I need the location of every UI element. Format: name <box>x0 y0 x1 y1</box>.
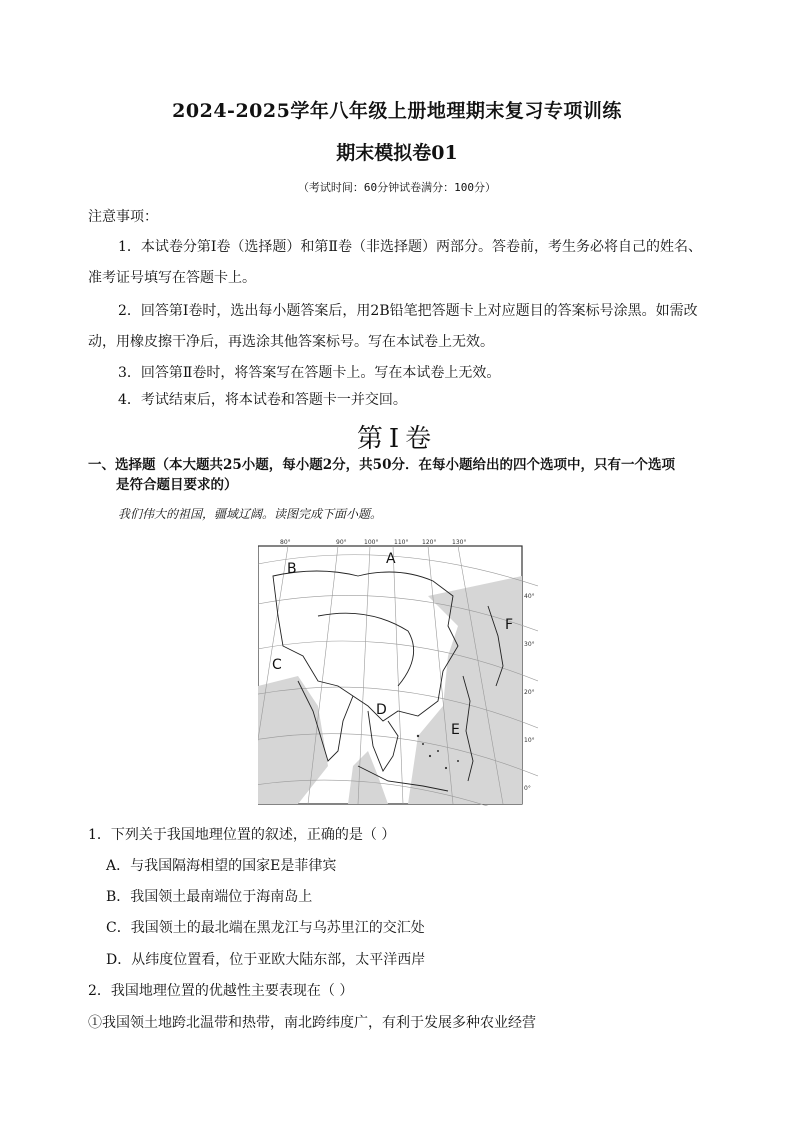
lat-label-0: 0° <box>524 785 531 792</box>
q2-stem: 2．我国地理位置的优越性主要表现在（ ） <box>88 983 354 999</box>
map-label-b: B <box>287 561 297 577</box>
note-3: 3．回答第Ⅱ卷时，将答案写在答题卡上。写在本试卷上无效。 <box>118 365 501 381</box>
lat-label-40: 40° <box>524 593 535 600</box>
asia-map-figure <box>258 536 538 806</box>
q1-stem: 1．下列关于我国地理位置的叙述，正确的是（ ） <box>88 827 396 843</box>
lon-label-90: 90° <box>336 539 347 546</box>
lat-label-20: 20° <box>524 689 535 696</box>
note-2-line-1: 2．回答第Ⅰ卷时，选出每小题答案后，用2B铅笔把答题卡上对应题目的答案标号涂黑。如需改 <box>118 303 698 319</box>
q1-option-b: B．我国领土最南端位于海南岛上 <box>106 889 313 905</box>
note-1-line-1: 1．本试卷分第Ⅰ卷（选择题）和第Ⅱ卷（非选择题）两部分。答卷前，考生务必将自己的姓名、 <box>118 239 702 255</box>
section-instruction-line-2: 是符合题目要求的） <box>116 477 238 493</box>
lon-label-120: 120° <box>422 539 437 546</box>
lon-label-100: 100° <box>364 539 379 546</box>
map-label-a: A <box>386 551 396 567</box>
question-intro: 我们伟大的祖国，疆域辽阔。读图完成下面小题。 <box>118 507 383 521</box>
lon-label-130: 130° <box>452 539 467 546</box>
exam-subtitle: 期末模拟卷01 <box>336 142 458 164</box>
lon-label-80: 80° <box>280 539 291 546</box>
note-2-line-2: 动，用橡皮擦干净后，再选涂其他答案标号。写在本试卷上无效。 <box>88 334 494 350</box>
section-title: 第Ⅰ卷 <box>356 424 438 454</box>
lat-label-30: 30° <box>524 641 535 648</box>
q1-option-c: C．我国领土的最北端在黑龙江与乌苏里江的交汇处 <box>106 920 425 936</box>
exam-info: （考试时间：60分钟试卷满分：100分） <box>297 181 497 194</box>
notes-heading: 注意事项： <box>88 209 158 225</box>
lon-label-110: 110° <box>394 539 409 546</box>
q2-item-1: ①我国领土地跨北温带和热带，南北跨纬度广，有利于发展多种农业经营 <box>88 1015 536 1031</box>
lat-label-10: 10° <box>524 737 535 744</box>
q1-option-a: A．与我国隔海相望的国家E是菲律宾 <box>106 858 337 874</box>
note-4: 4．考试结束后，将本试卷和答题卡一并交回。 <box>118 392 407 408</box>
note-1-line-2: 准考证号填写在答题卡上。 <box>88 270 256 286</box>
map-label-e: E <box>451 722 460 738</box>
q1-option-d: D．从纬度位置看，位于亚欧大陆东部，太平洋西岸 <box>106 952 426 968</box>
section-instruction-line-1: 一、选择题（本大题共25小题，每小题2分，共50分．在每小题给出的四个选项中，只有一个选项 <box>88 457 675 473</box>
map-label-c: C <box>272 657 282 673</box>
map-label-f: F <box>505 617 514 633</box>
exam-title: 2024-2025学年八年级上册地理期末复习专项训练 <box>172 100 622 122</box>
map-label-d: D <box>376 702 387 718</box>
